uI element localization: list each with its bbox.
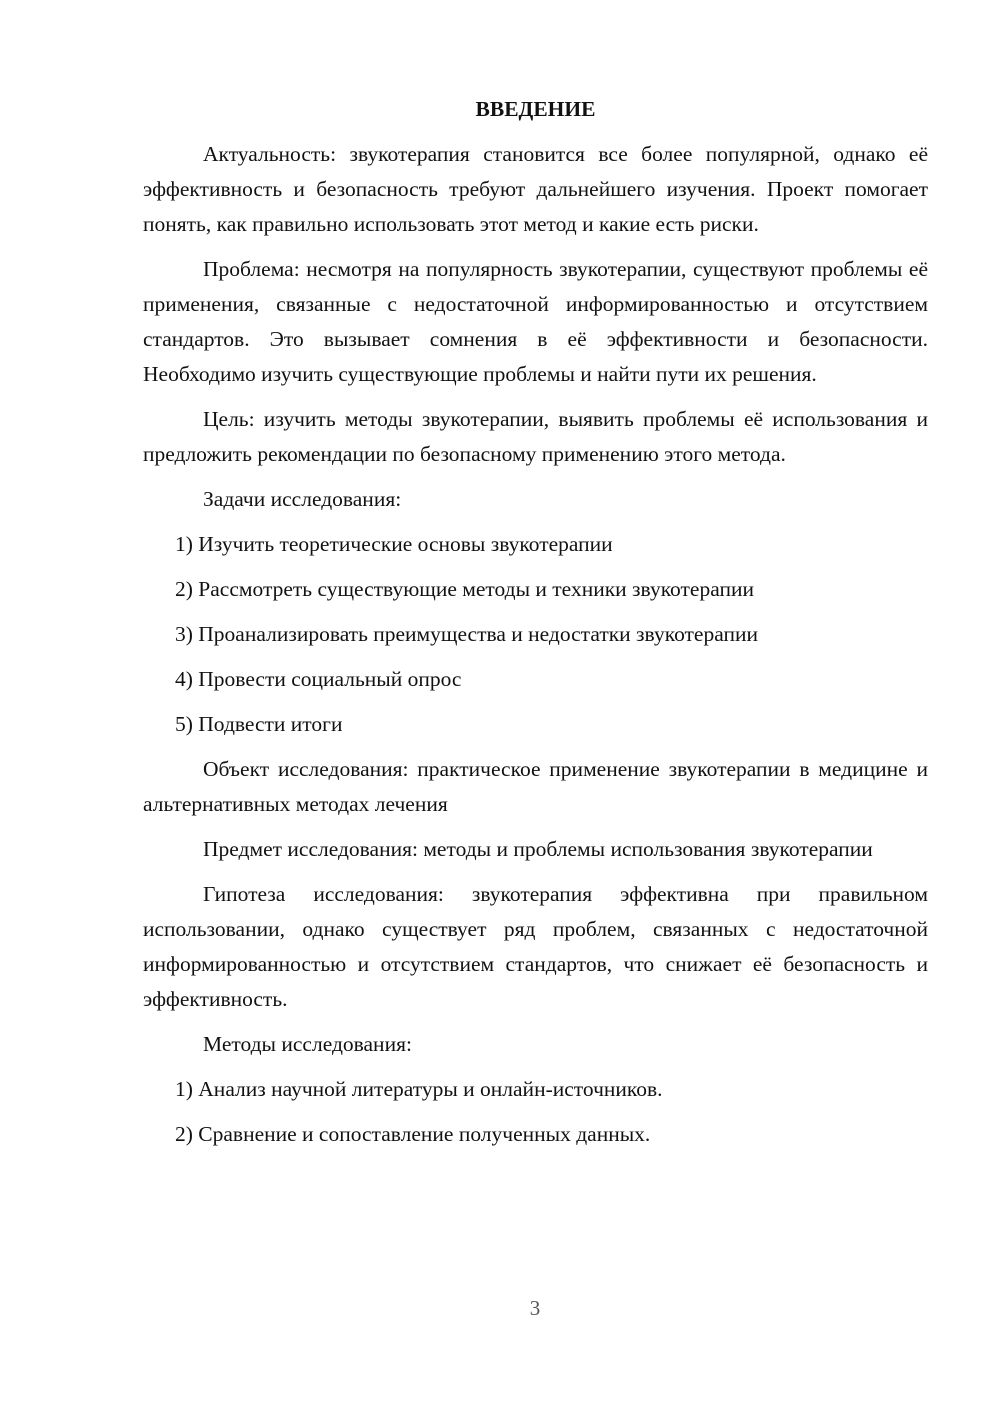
page-title: ВВЕДЕНИЕ bbox=[475, 97, 596, 121]
page-number: 3 bbox=[529, 1296, 541, 1320]
relevance-paragraph: Актуальность: звукотерапия становится все более популярной, однако её эффективность и безопасность требуют дальнейшего изучения. Проект помогает понять, как правильно использовать этот метод и какие есть риски. bbox=[143, 142, 928, 236]
methods-label: Методы исследования: bbox=[203, 1032, 412, 1056]
document-page bbox=[143, 92, 928, 1152]
list-item: 2) Сравнение и сопоставление полученных данных. bbox=[175, 1122, 651, 1146]
tasks-label: Задачи исследования: bbox=[203, 487, 402, 511]
problem-paragraph: Проблема: несмотря на популярность звукотерапии, существуют проблемы её применения, связанные с недостаточной информированностью и отсутствием стандартов. Это вызывает сомнения в её эффективности и безопасности. Необходимо изучить существующие проблемы и найти пути их решения. bbox=[143, 257, 928, 386]
tasks-list bbox=[143, 527, 928, 742]
hypothesis-paragraph: Гипотеза исследования: звукотерапия эффективна при правильном использовании, однако существует ряд проблем, связанных с недостаточной информированностью и отсутствием стандартов, что снижает её безопасность и эффективность. bbox=[143, 882, 928, 1011]
list-item: 3) Проанализировать преимущества и недостатки звукотерапии bbox=[175, 622, 758, 646]
subject-paragraph: Предмет исследования: методы и проблемы использования звукотерапии bbox=[203, 837, 873, 861]
list-item: 5) Подвести итоги bbox=[175, 712, 343, 736]
list-item: 1) Анализ научной литературы и онлайн-источников. bbox=[175, 1077, 663, 1101]
list-item: 4) Провести социальный опрос bbox=[175, 667, 462, 691]
list-item: 2) Рассмотреть существующие методы и техники звукотерапии bbox=[175, 577, 754, 601]
goal-paragraph: Цель: изучить методы звукотерапии, выявить проблемы её использования и предложить рекомендации по безопасному применению этого метода. bbox=[143, 407, 928, 466]
list-item: 1) Изучить теоретические основы звукотерапии bbox=[175, 532, 613, 556]
object-paragraph: Объект исследования: практическое применение звукотерапии в медицине и альтернативных методах лечения bbox=[143, 757, 928, 816]
methods-list bbox=[143, 1072, 928, 1152]
